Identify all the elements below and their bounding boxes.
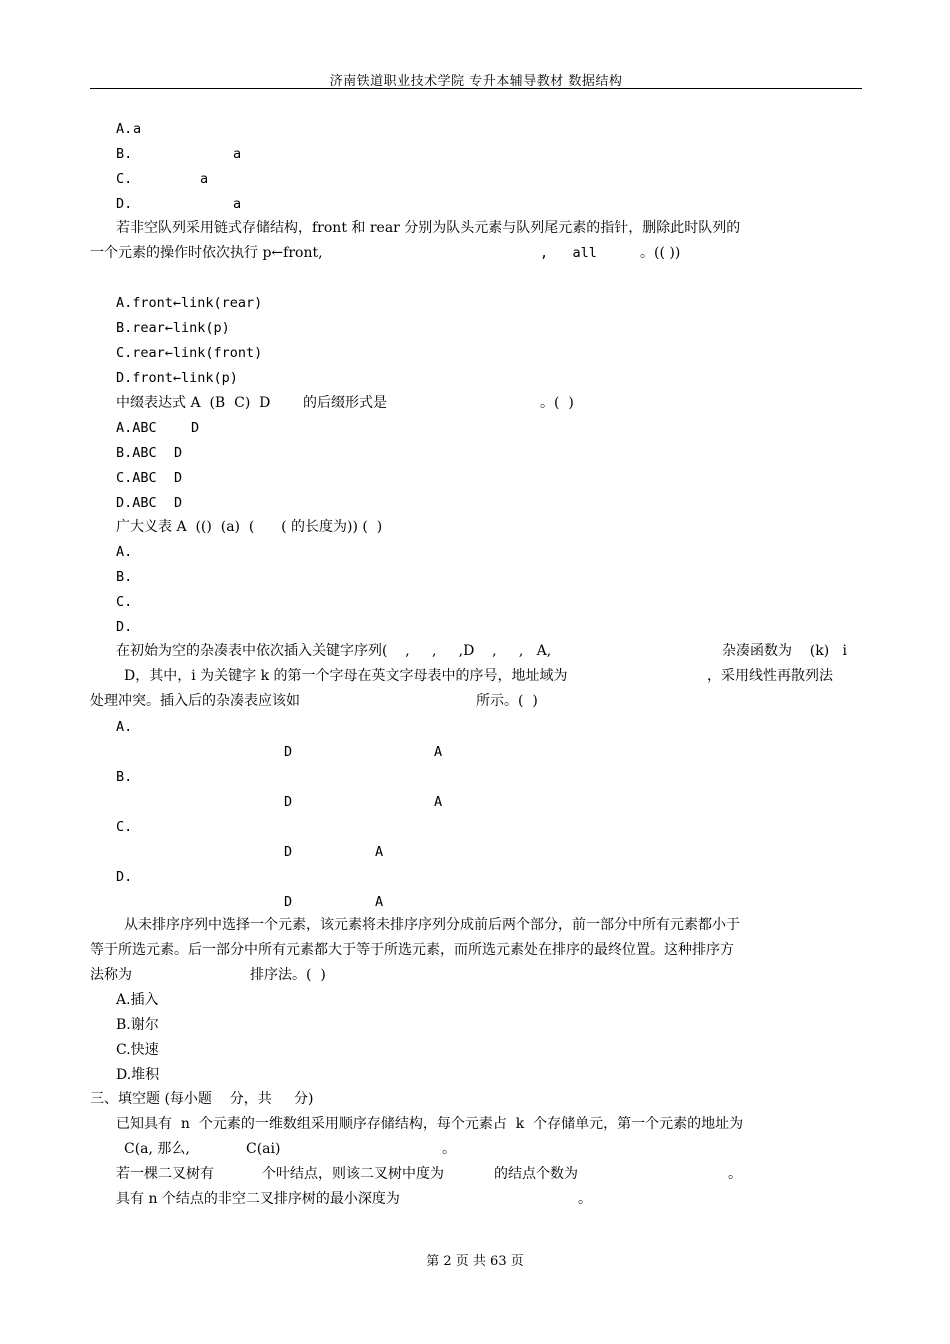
q5-option-a-label: A. [116, 719, 133, 735]
q2-option-b: B.rear←link(p) [116, 320, 230, 336]
fill1-line2: C(a, 那么, [124, 1141, 190, 1157]
fill2-part4: 。 [728, 1166, 742, 1182]
q5-option-b-label: B. [116, 769, 133, 785]
section3-title: 三、填空题 (每小题 分，共 分) [90, 1091, 314, 1107]
q3-option-b-value: D [174, 445, 183, 461]
q1-option-b-label: B. [116, 146, 133, 162]
page-footer: 第 2 页 共 63 页 [426, 1254, 524, 1269]
q3-option-a-label: A.ABC [116, 420, 157, 436]
q3-option-c-value: D [174, 470, 183, 486]
q6-option-a: A.插入 [116, 992, 159, 1008]
q1-option-b-value: a [233, 146, 242, 162]
q5-stem-line3: 处理冲突。插入后的杂凑表应该如 [90, 693, 300, 709]
fill1-line2-end: 。 [442, 1141, 456, 1157]
q6-option-b: B.谢尔 [116, 1017, 159, 1033]
q5-option-d-d: D [284, 894, 293, 910]
q4-option-c: C. [116, 594, 133, 610]
q5-option-d-label: D. [116, 869, 133, 885]
q5-option-b-d: D [284, 794, 293, 810]
q5-option-c-d: D [284, 844, 293, 860]
q5-stem-line2-tail: ，采用线性再散列法 [707, 668, 833, 684]
q6-stem-line3-tail: 排序法。( ) [250, 967, 326, 983]
q5-stem-line1-tail: 杂凑函数为 (k) i [722, 643, 848, 659]
q2-option-a: A.front←link(rear) [116, 295, 263, 311]
q1-option-d-label: D. [116, 196, 133, 212]
q5-stem-line1: 在初始为空的杂凑表中依次插入关键字序列( , , ,D , , A, [116, 643, 552, 659]
q5-option-d-a: A [375, 894, 384, 910]
page-header: 济南铁道职业技术学院 专升本辅导教材 数据结构 [329, 74, 623, 89]
q3-option-d-value: D [174, 495, 183, 511]
q2-option-d: D.front←link(p) [116, 370, 238, 386]
q3-stem-blank: 。( ) [540, 395, 574, 411]
q1-option-a-label: A. [116, 121, 133, 137]
q5-option-c-a: A [375, 844, 384, 860]
fill2-part1: 若一棵二叉树有 [116, 1166, 214, 1182]
q4-stem: 广大义表 A (() (a) ( ( 的长度为)) ( ) [116, 519, 383, 535]
fill2-part2: 个叶结点，则该二叉树中度为 [262, 1166, 444, 1182]
q2-stem-line1: 若非空队列采用链式存储结构，front 和 rear 分别为队头元素与队列尾元素的指针，删除此时队列的 [116, 220, 741, 236]
q5-option-b-a: A [434, 794, 443, 810]
q5-option-a-a: A [434, 744, 443, 760]
q6-stem-line3: 法称为 [90, 967, 132, 983]
q2-stem-line2: 一个元素的操作时依次执行 p←front, [90, 245, 323, 261]
q2-stem-blank: 。(( )) [640, 245, 681, 261]
fill2-part3: 的结点个数为 [494, 1166, 578, 1182]
q1-option-c-value: a [200, 171, 209, 187]
q3-option-b-label: B.ABC [116, 445, 157, 461]
q5-stem-line2: D，其中，i 为关键字 k 的第一个字母在英文字母表中的序号，地址域为 [124, 668, 568, 684]
fill1-line2-expr: C(ai) [246, 1141, 281, 1157]
q3-option-c-label: C.ABC [116, 470, 157, 486]
q6-stem-line2: 等于所选元素。后一部分中所有元素都大于等于所选元素，而所选元素处在排序的最终位置。这种排序方 [90, 942, 734, 958]
fill3-part1: 具有 n 个结点的非空二叉排序树的最小深度为 [116, 1191, 400, 1207]
q5-option-a-d: D [284, 744, 293, 760]
q2-stem-fragment: , all [540, 245, 597, 261]
q6-stem-line1: 从未排序序列中选择一个元素，该元素将未排序序列分成前后两个部分，前一部分中所有元素都小于 [124, 917, 740, 933]
q3-option-d-label: D.ABC [116, 495, 157, 511]
q4-option-a: A. [116, 544, 133, 560]
q1-option-d-value: a [233, 196, 242, 212]
q1-option-a-value: a [133, 121, 142, 137]
q3-option-a-value: D [191, 420, 200, 436]
fill3-part2: 。 [578, 1191, 592, 1207]
q4-option-b: B. [116, 569, 133, 585]
fill1-line1: 已知具有 n 个元素的一维数组采用顺序存储结构，每个元素占 k 个存储单元，第一个元素的地址为 [116, 1116, 744, 1132]
q1-option-c-label: C. [116, 171, 133, 187]
header-rule [90, 88, 862, 89]
q5-stem-line3-tail: 所示。( ) [476, 693, 538, 709]
q6-option-d: D.堆积 [116, 1067, 160, 1083]
q5-option-c-label: C. [116, 819, 133, 835]
q3-stem-expr: 中缀表达式 A (B C) D [116, 395, 271, 411]
q3-stem-text: 的后缀形式是 [303, 395, 387, 411]
q4-option-d: D. [116, 619, 133, 635]
q2-option-c: C.rear←link(front) [116, 345, 263, 361]
q6-option-c: C.快速 [116, 1042, 159, 1058]
